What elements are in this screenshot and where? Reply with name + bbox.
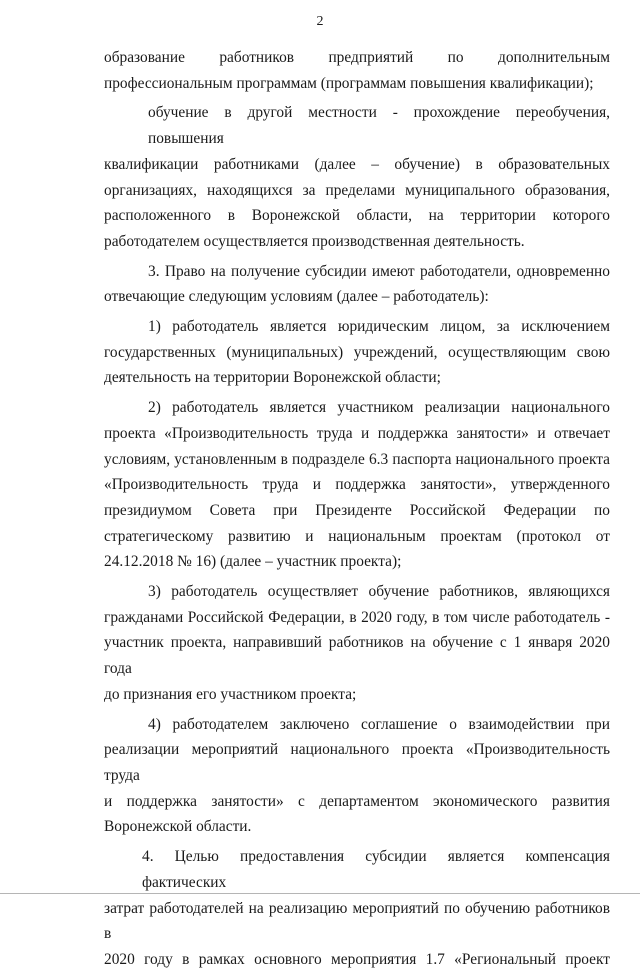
text-line: 3) работодатель осуществляет обучение работников, являющихся [148, 583, 610, 601]
text-line: деятельность на территории Воронежской области; [104, 369, 441, 387]
text-line: 2) работодатель является участником реализации национального [148, 399, 610, 417]
page-number: 2 [316, 14, 324, 29]
text-line: отвечающие следующим условиям (далее – работодатель): [104, 288, 489, 306]
page-bottom-edge [0, 893, 640, 894]
text-line: государственных (муниципальных) учреждений, осуществляющим свою [104, 343, 610, 361]
text-line: и поддержка занятости» с департаментом экономического развития [104, 792, 610, 810]
text-line: Воронежской области. [104, 818, 252, 836]
text-line: 3. Право на получение субсидии имеют работодатели, одновременно [148, 262, 610, 280]
document-body [104, 45, 610, 973]
text-line: 4) работодателем заключено соглашение о взаимодействии при [148, 715, 610, 733]
paragraph-condition-3 [104, 579, 610, 708]
text-line: работодателем осуществляется производственная деятельность. [104, 232, 525, 250]
text-line: затрат работодателей на реализацию мероприятий по обучению работников в [104, 899, 610, 943]
text-line: «Производительность труда и поддержка занятости», утвержденного [104, 476, 610, 494]
paragraph-condition-1 [104, 314, 610, 391]
text-line: профессиональным программам (программам повышения квалификации); [104, 74, 594, 92]
paragraph-condition-2 [104, 395, 610, 575]
text-line: проекта «Производительность труда и поддержка занятости» и отвечает [104, 424, 610, 442]
text-line: реализации мероприятий национального проекта «Производительность труда [104, 741, 610, 784]
paragraph-section-4 [104, 844, 610, 973]
text-line: расположенного в Воронежской области, на территории которого [104, 207, 610, 225]
text-line: 2020 году в рамках основного мероприятия 1.7 «Региональный проект [104, 950, 610, 968]
text-line: условиям, установленным в подразделе 6.3 паспорта национального проекта [104, 450, 610, 468]
paragraph-section-3 [104, 259, 610, 310]
text-line: 24.12.2018 № 16) (далее – участник проекта); [104, 553, 402, 571]
text-line: участник проекта, направивший работников на обучение с 1 января 2020 года [104, 634, 610, 678]
paragraph-condition-4 [104, 712, 610, 841]
text-line: до признания его участником проекта; [104, 685, 357, 703]
text-line: президиумом Совета при Президенте Российской Федерации по [104, 501, 610, 519]
text-line: гражданами Российской Федерации, в 2020 году, в том числе работодатель - [104, 608, 610, 626]
paragraph-education-definition-end [104, 45, 610, 96]
text-line: обучение в другой местности - прохождение переобучения, повышения [148, 104, 610, 148]
text-line: образование работников предприятий по дополнительным [104, 49, 610, 66]
text-line: квалификации работниками (далее – обучение) в образовательных [104, 155, 610, 173]
paragraph-training-elsewhere [104, 100, 610, 254]
text-line: организациях, находящихся за пределами муниципального образования, [104, 181, 610, 199]
text-line: 4. Целью предоставления субсидии является компенсация фактических [142, 848, 610, 891]
text-line: стратегическому развитию и национальным проектам (протокол от [104, 527, 610, 545]
text-line: 1) работодатель является юридическим лицом, за исключением [148, 318, 610, 336]
